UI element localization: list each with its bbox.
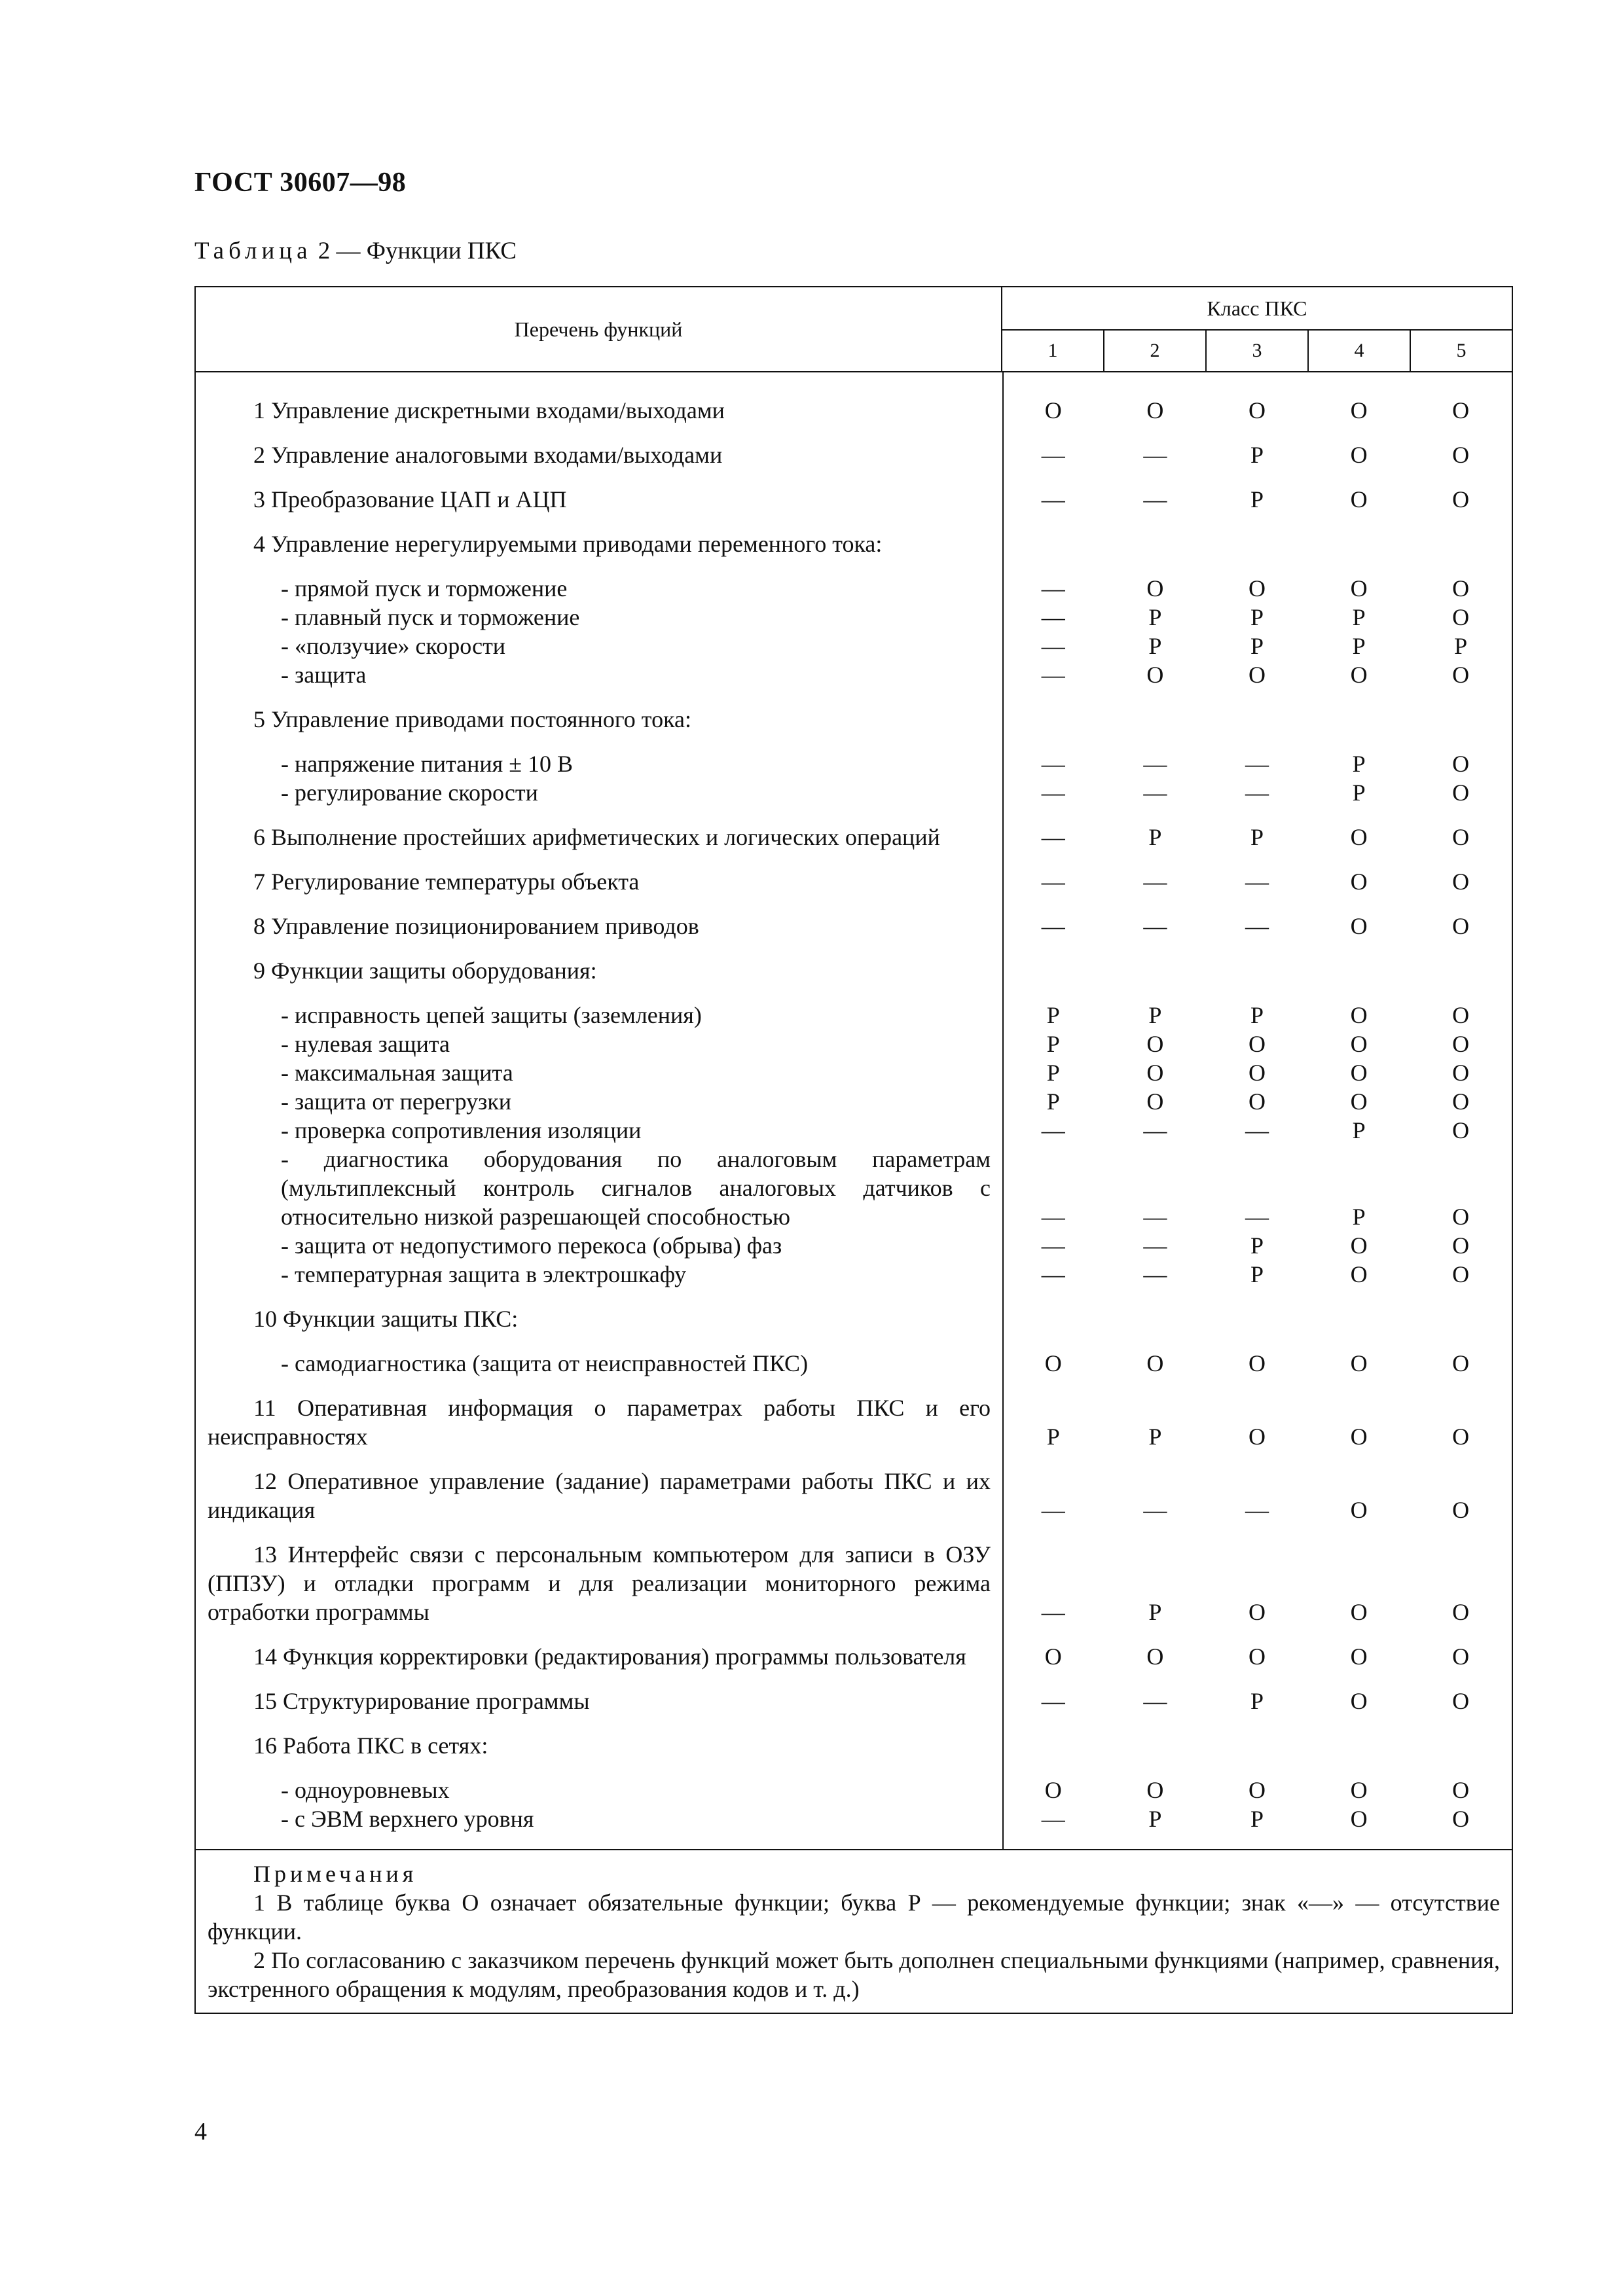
class-4-value: О — [1350, 1806, 1368, 1832]
class-4-value: Р — [1352, 604, 1366, 630]
header-class-3: 3 — [1205, 331, 1307, 371]
page-number: 4 — [194, 2118, 207, 2145]
class-2-value: — — [1143, 913, 1167, 939]
class-4-value: Р — [1352, 780, 1366, 806]
class-1-value: О — [1044, 1350, 1062, 1376]
class-values — [1002, 1687, 1512, 1715]
note-2: 2 По согласованию с заказчиком перечень функций может быть дополнен специальными функциями (например, сравнения, экстренного обращения к модулям, преобразования кодов и т. д.) — [208, 1947, 1500, 2002]
class-5-value: О — [1452, 780, 1470, 806]
class-4-value: О — [1350, 1350, 1368, 1376]
function-name: - нулевая защита — [281, 1031, 450, 1057]
class-5-value: Р — [1454, 633, 1468, 659]
class-1-value: — — [1041, 486, 1065, 512]
class-values — [1002, 1116, 1512, 1145]
class-1-value: — — [1041, 575, 1065, 601]
table-row — [196, 1467, 1512, 1524]
class-5-value: О — [1452, 1261, 1470, 1287]
class-values — [1002, 912, 1512, 941]
class-values — [1002, 574, 1512, 603]
class-4-value: Р — [1352, 1204, 1366, 1230]
function-name: - защита — [281, 662, 367, 688]
class-5-value: О — [1452, 1232, 1470, 1259]
header-class-1: 1 — [1048, 340, 1058, 361]
table-row — [196, 1393, 1512, 1451]
class-3-value: — — [1245, 1117, 1269, 1143]
class-4-value: О — [1350, 1777, 1368, 1803]
function-name: 16 Работа ПКС в сетях: — [253, 1732, 488, 1759]
class-2-value: — — [1143, 869, 1167, 895]
class-5-value: О — [1452, 575, 1470, 601]
class-1-value: — — [1041, 1688, 1065, 1714]
class-3-value: Р — [1250, 486, 1264, 512]
class-1-value: — — [1041, 604, 1065, 630]
table-row — [196, 823, 1512, 852]
class-2-value: О — [1146, 1088, 1164, 1115]
class-5-value: О — [1452, 1643, 1470, 1670]
table-row — [196, 632, 1512, 660]
header-class: Класс ПКС — [1002, 287, 1512, 331]
table-row — [196, 1030, 1512, 1058]
class-4-value: О — [1350, 662, 1368, 688]
class-values — [1002, 1030, 1512, 1058]
class-4-value: О — [1350, 869, 1368, 895]
class-1-value: Р — [1046, 1031, 1060, 1057]
class-4-value: Р — [1352, 633, 1366, 659]
table-row — [196, 1731, 1512, 1760]
class-5-value: О — [1452, 1060, 1470, 1086]
class-1-value: Р — [1046, 1002, 1060, 1028]
class-2-value: О — [1146, 1777, 1164, 1803]
class-values — [1002, 1776, 1512, 1804]
table-row — [196, 1349, 1512, 1378]
class-4-value: О — [1350, 1060, 1368, 1086]
class-1-value: — — [1041, 1497, 1065, 1523]
class-1-value: — — [1041, 1117, 1065, 1143]
function-name: 4 Управление нерегулируемыми приводами переменного тока: — [253, 531, 883, 557]
class-4-value: О — [1350, 575, 1368, 601]
table-row — [196, 660, 1512, 689]
class-3-value: Р — [1250, 604, 1264, 630]
table-header — [196, 287, 1512, 372]
table-row — [196, 396, 1512, 425]
class-2-value: Р — [1148, 633, 1162, 659]
class-values — [1002, 823, 1512, 852]
class-3-value: О — [1248, 575, 1266, 601]
class-2-value: О — [1146, 1060, 1164, 1086]
header-class-numbers — [1002, 331, 1512, 371]
class-3-value: О — [1248, 1643, 1266, 1670]
function-name: - защита от недопустимого перекоса (обрыва) фаз — [281, 1232, 782, 1259]
notes-title: Примечания — [253, 1861, 418, 1887]
class-1-value: — — [1041, 869, 1065, 895]
table-row — [196, 956, 1512, 985]
class-values — [1002, 1349, 1512, 1378]
class-4-value: О — [1350, 1088, 1368, 1115]
class-2-value: Р — [1148, 1002, 1162, 1028]
function-name: - исправность цепей защиты (заземления) — [281, 1002, 702, 1028]
class-5-value: О — [1452, 397, 1470, 423]
class-values — [1002, 1540, 1512, 1626]
class-values — [1002, 1393, 1512, 1451]
class-4-value: О — [1350, 1002, 1368, 1028]
class-values — [1002, 1145, 1512, 1231]
class-values — [1002, 1087, 1512, 1116]
table-row — [196, 485, 1512, 514]
class-3-value: — — [1245, 869, 1269, 895]
table-row — [196, 574, 1512, 603]
class-2-value: — — [1143, 486, 1167, 512]
class-3-value: О — [1248, 1060, 1266, 1086]
function-name: 2 Управление аналоговыми входами/выходами — [253, 442, 723, 468]
class-values — [1002, 1001, 1512, 1030]
class-2-value: О — [1146, 1031, 1164, 1057]
function-name: - максимальная защита — [281, 1060, 513, 1086]
class-values — [1002, 485, 1512, 514]
class-2-value: О — [1146, 575, 1164, 601]
class-5-value: О — [1452, 1688, 1470, 1714]
class-2-value: Р — [1148, 824, 1162, 850]
class-3-value: Р — [1250, 1806, 1264, 1832]
class-3-value: О — [1248, 1088, 1266, 1115]
table-row — [196, 1001, 1512, 1030]
class-1-value: — — [1041, 780, 1065, 806]
class-3-value: Р — [1250, 1688, 1264, 1714]
function-name: 6 Выполнение простейших арифметических и логических операций — [253, 824, 940, 850]
table-row — [196, 1642, 1512, 1671]
table-row — [196, 603, 1512, 632]
class-2-value: О — [1146, 397, 1164, 423]
class-5-value: О — [1452, 1002, 1470, 1028]
class-3-value: О — [1248, 1599, 1266, 1625]
class-2-value: — — [1143, 1688, 1167, 1714]
table-notes — [196, 1849, 1512, 2013]
function-name: - прямой пуск и торможение — [281, 575, 568, 601]
class-3-value: — — [1245, 1204, 1269, 1230]
class-1-value: — — [1041, 662, 1065, 688]
function-name: 14 Функция корректировки (редактирования) программы пользователя — [253, 1643, 966, 1670]
class-3-value: О — [1248, 662, 1266, 688]
class-values — [1002, 749, 1512, 778]
class-3-value: — — [1245, 913, 1269, 939]
function-name: 5 Управление приводами постоянного тока: — [253, 706, 691, 732]
header-class-4: 4 — [1307, 331, 1410, 371]
table-row — [196, 1058, 1512, 1087]
class-5-value: О — [1452, 486, 1470, 512]
function-name: - с ЭВМ верхнего уровня — [281, 1806, 534, 1832]
class-2-value: — — [1143, 1204, 1167, 1230]
class-4-value: О — [1350, 1599, 1368, 1625]
class-values — [1002, 440, 1512, 469]
class-values — [1002, 778, 1512, 807]
class-5-value: О — [1452, 824, 1470, 850]
class-values — [1002, 1804, 1512, 1833]
class-1-value: Р — [1046, 1060, 1060, 1086]
class-3-value: Р — [1250, 442, 1264, 468]
table-row — [196, 867, 1512, 896]
class-1-value: — — [1041, 824, 1065, 850]
class-4-value: О — [1350, 1643, 1368, 1670]
document-header: ГОСТ 30607—98 — [194, 168, 407, 198]
header-functions: Перечень функций — [196, 287, 1002, 371]
class-values — [1002, 867, 1512, 896]
function-name: - защита от перегрузки — [281, 1088, 512, 1115]
caption-prefix: Таблица — [194, 238, 312, 264]
class-values — [1002, 660, 1512, 689]
class-5-value: О — [1452, 1117, 1470, 1143]
class-3-value: Р — [1250, 1232, 1264, 1259]
class-5-value: О — [1452, 1204, 1470, 1230]
table-row — [196, 529, 1512, 558]
class-5-value: О — [1452, 869, 1470, 895]
table-caption — [194, 237, 517, 265]
class-3-value: — — [1245, 1497, 1269, 1523]
class-5-value: О — [1452, 1424, 1470, 1450]
class-1-value: — — [1041, 1204, 1065, 1230]
class-2-value: — — [1143, 1497, 1167, 1523]
function-name: - регулирование скорости — [281, 780, 538, 806]
class-3-value: О — [1248, 1350, 1266, 1376]
class-values — [1002, 1642, 1512, 1671]
class-5-value: О — [1452, 442, 1470, 468]
functions-table — [194, 286, 1513, 2014]
class-4-value: Р — [1352, 1117, 1366, 1143]
function-name: - самодиагностика (защита от неисправностей ПКС) — [281, 1350, 809, 1376]
table-row — [196, 1304, 1512, 1333]
class-4-value: О — [1350, 397, 1368, 423]
table-row — [196, 1687, 1512, 1715]
function-name: - напряжение питания ± 10 В — [281, 751, 574, 777]
table-row — [196, 440, 1512, 469]
function-name: - проверка сопротивления изоляции — [281, 1117, 642, 1143]
class-1-value: О — [1044, 397, 1062, 423]
class-3-value: Р — [1250, 1261, 1264, 1287]
table-row — [196, 1087, 1512, 1116]
class-1-value: О — [1044, 1643, 1062, 1670]
table-row — [196, 1776, 1512, 1804]
function-name: - одноуровневых — [281, 1777, 450, 1803]
class-values — [1002, 603, 1512, 632]
class-2-value: — — [1143, 442, 1167, 468]
class-4-value: О — [1350, 1261, 1368, 1287]
table-row — [196, 778, 1512, 807]
class-5-value: О — [1452, 662, 1470, 688]
class-values — [1002, 1231, 1512, 1260]
class-4-value: О — [1350, 913, 1368, 939]
note-1: 1 В таблице буква О означает обязательные функции; буква Р — рекомендуемые функции; знак «—» — отсутствие функции. — [208, 1890, 1500, 1945]
table-row — [196, 1804, 1512, 1833]
class-3-value: Р — [1250, 1002, 1264, 1028]
table-row — [196, 1231, 1512, 1260]
class-values — [1002, 632, 1512, 660]
function-name: 13 Интерфейс связи с персональным компьютером для записи в ОЗУ (ППЗУ) и отладки программ и для реализации мониторного режима отработки программы — [208, 1541, 991, 1625]
function-name: 8 Управление позиционированием приводов — [253, 913, 699, 939]
class-3-value: — — [1245, 780, 1269, 806]
class-2-value: — — [1143, 1261, 1167, 1287]
class-5-value: О — [1452, 1031, 1470, 1057]
function-name: 3 Преобразование ЦАП и АЦП — [253, 486, 567, 512]
class-1-value: — — [1041, 913, 1065, 939]
function-name: - температурная защита в электрошкафу — [281, 1261, 687, 1287]
class-4-value: Р — [1352, 751, 1366, 777]
class-5-value: О — [1452, 1599, 1470, 1625]
table-row — [196, 705, 1512, 734]
class-values — [1002, 396, 1512, 425]
class-4-value: О — [1350, 824, 1368, 850]
class-4-value: О — [1350, 1031, 1368, 1057]
function-name: 7 Регулирование температуры объекта — [253, 869, 640, 895]
class-5-value: О — [1452, 751, 1470, 777]
class-2-value: — — [1143, 1232, 1167, 1259]
class-2-value: Р — [1148, 1806, 1162, 1832]
class-4-value: О — [1350, 1232, 1368, 1259]
class-1-value: Р — [1046, 1088, 1060, 1115]
class-3-value: О — [1248, 1424, 1266, 1450]
table-row — [196, 1145, 1512, 1231]
class-1-value: — — [1041, 1599, 1065, 1625]
class-1-value: Р — [1046, 1424, 1060, 1450]
table-row — [196, 1116, 1512, 1145]
class-2-value: Р — [1148, 1599, 1162, 1625]
function-name: 11 Оперативная информация о параметрах работы ПКС и его неисправностях — [208, 1395, 991, 1450]
class-5-value: О — [1452, 1806, 1470, 1832]
class-2-value: О — [1146, 1643, 1164, 1670]
header-class-2: 2 — [1103, 331, 1205, 371]
function-name: - «ползучие» скорости — [281, 633, 506, 659]
table-row — [196, 1540, 1512, 1626]
class-2-value: — — [1143, 780, 1167, 806]
class-1-value: — — [1041, 1261, 1065, 1287]
function-name: - диагностика оборудования по аналоговым параметрам (мультиплексный контроль сигналов аналоговых датчиков с относительно низкой разрешающей способностью — [281, 1146, 991, 1230]
header-class-5: 5 — [1410, 331, 1512, 371]
class-2-value: О — [1146, 662, 1164, 688]
class-4-value: О — [1350, 1688, 1368, 1714]
function-name: - плавный пуск и торможение — [281, 604, 580, 630]
class-5-value: О — [1452, 1088, 1470, 1115]
class-2-value: Р — [1148, 604, 1162, 630]
class-values — [1002, 1731, 1512, 1760]
class-values — [1002, 1058, 1512, 1087]
class-3-value: Р — [1250, 633, 1264, 659]
class-values — [1002, 1260, 1512, 1289]
caption-title: 2 — Функции ПКС — [312, 238, 517, 264]
function-name: 12 Оперативное управление (задание) параметрами работы ПКС и их индикация — [208, 1468, 991, 1523]
function-name: 1 Управление дискретными входами/выходами — [253, 397, 725, 423]
class-4-value: О — [1350, 486, 1368, 512]
class-1-value: — — [1041, 1806, 1065, 1832]
class-3-value: О — [1248, 397, 1266, 423]
class-5-value: О — [1452, 1497, 1470, 1523]
class-5-value: О — [1452, 1777, 1470, 1803]
class-1-value: — — [1041, 751, 1065, 777]
class-3-value: — — [1245, 751, 1269, 777]
class-1-value: — — [1041, 633, 1065, 659]
class-3-value: О — [1248, 1031, 1266, 1057]
class-2-value: — — [1143, 1117, 1167, 1143]
table-row — [196, 749, 1512, 778]
function-name: 9 Функции защиты оборудования: — [253, 958, 597, 984]
class-3-value: Р — [1250, 824, 1264, 850]
class-values — [1002, 1467, 1512, 1524]
table-row — [196, 1260, 1512, 1289]
class-4-value: О — [1350, 1424, 1368, 1450]
class-4-value: О — [1350, 1497, 1368, 1523]
class-1-value: — — [1041, 442, 1065, 468]
class-1-value: О — [1044, 1777, 1062, 1803]
function-name: 15 Структурирование программы — [253, 1688, 590, 1714]
class-values — [1002, 529, 1512, 558]
class-1-value: — — [1041, 1232, 1065, 1259]
class-5-value: О — [1452, 1350, 1470, 1376]
class-2-value: Р — [1148, 1424, 1162, 1450]
table-body — [196, 372, 1512, 1849]
class-5-value: О — [1452, 913, 1470, 939]
class-5-value: О — [1452, 604, 1470, 630]
class-values — [1002, 956, 1512, 985]
function-name: 10 Функции защиты ПКС: — [253, 1306, 519, 1332]
class-2-value: О — [1146, 1350, 1164, 1376]
class-4-value: О — [1350, 442, 1368, 468]
class-values — [1002, 705, 1512, 734]
class-3-value: О — [1248, 1777, 1266, 1803]
class-2-value: — — [1143, 751, 1167, 777]
class-values — [1002, 1304, 1512, 1333]
table-row — [196, 912, 1512, 941]
